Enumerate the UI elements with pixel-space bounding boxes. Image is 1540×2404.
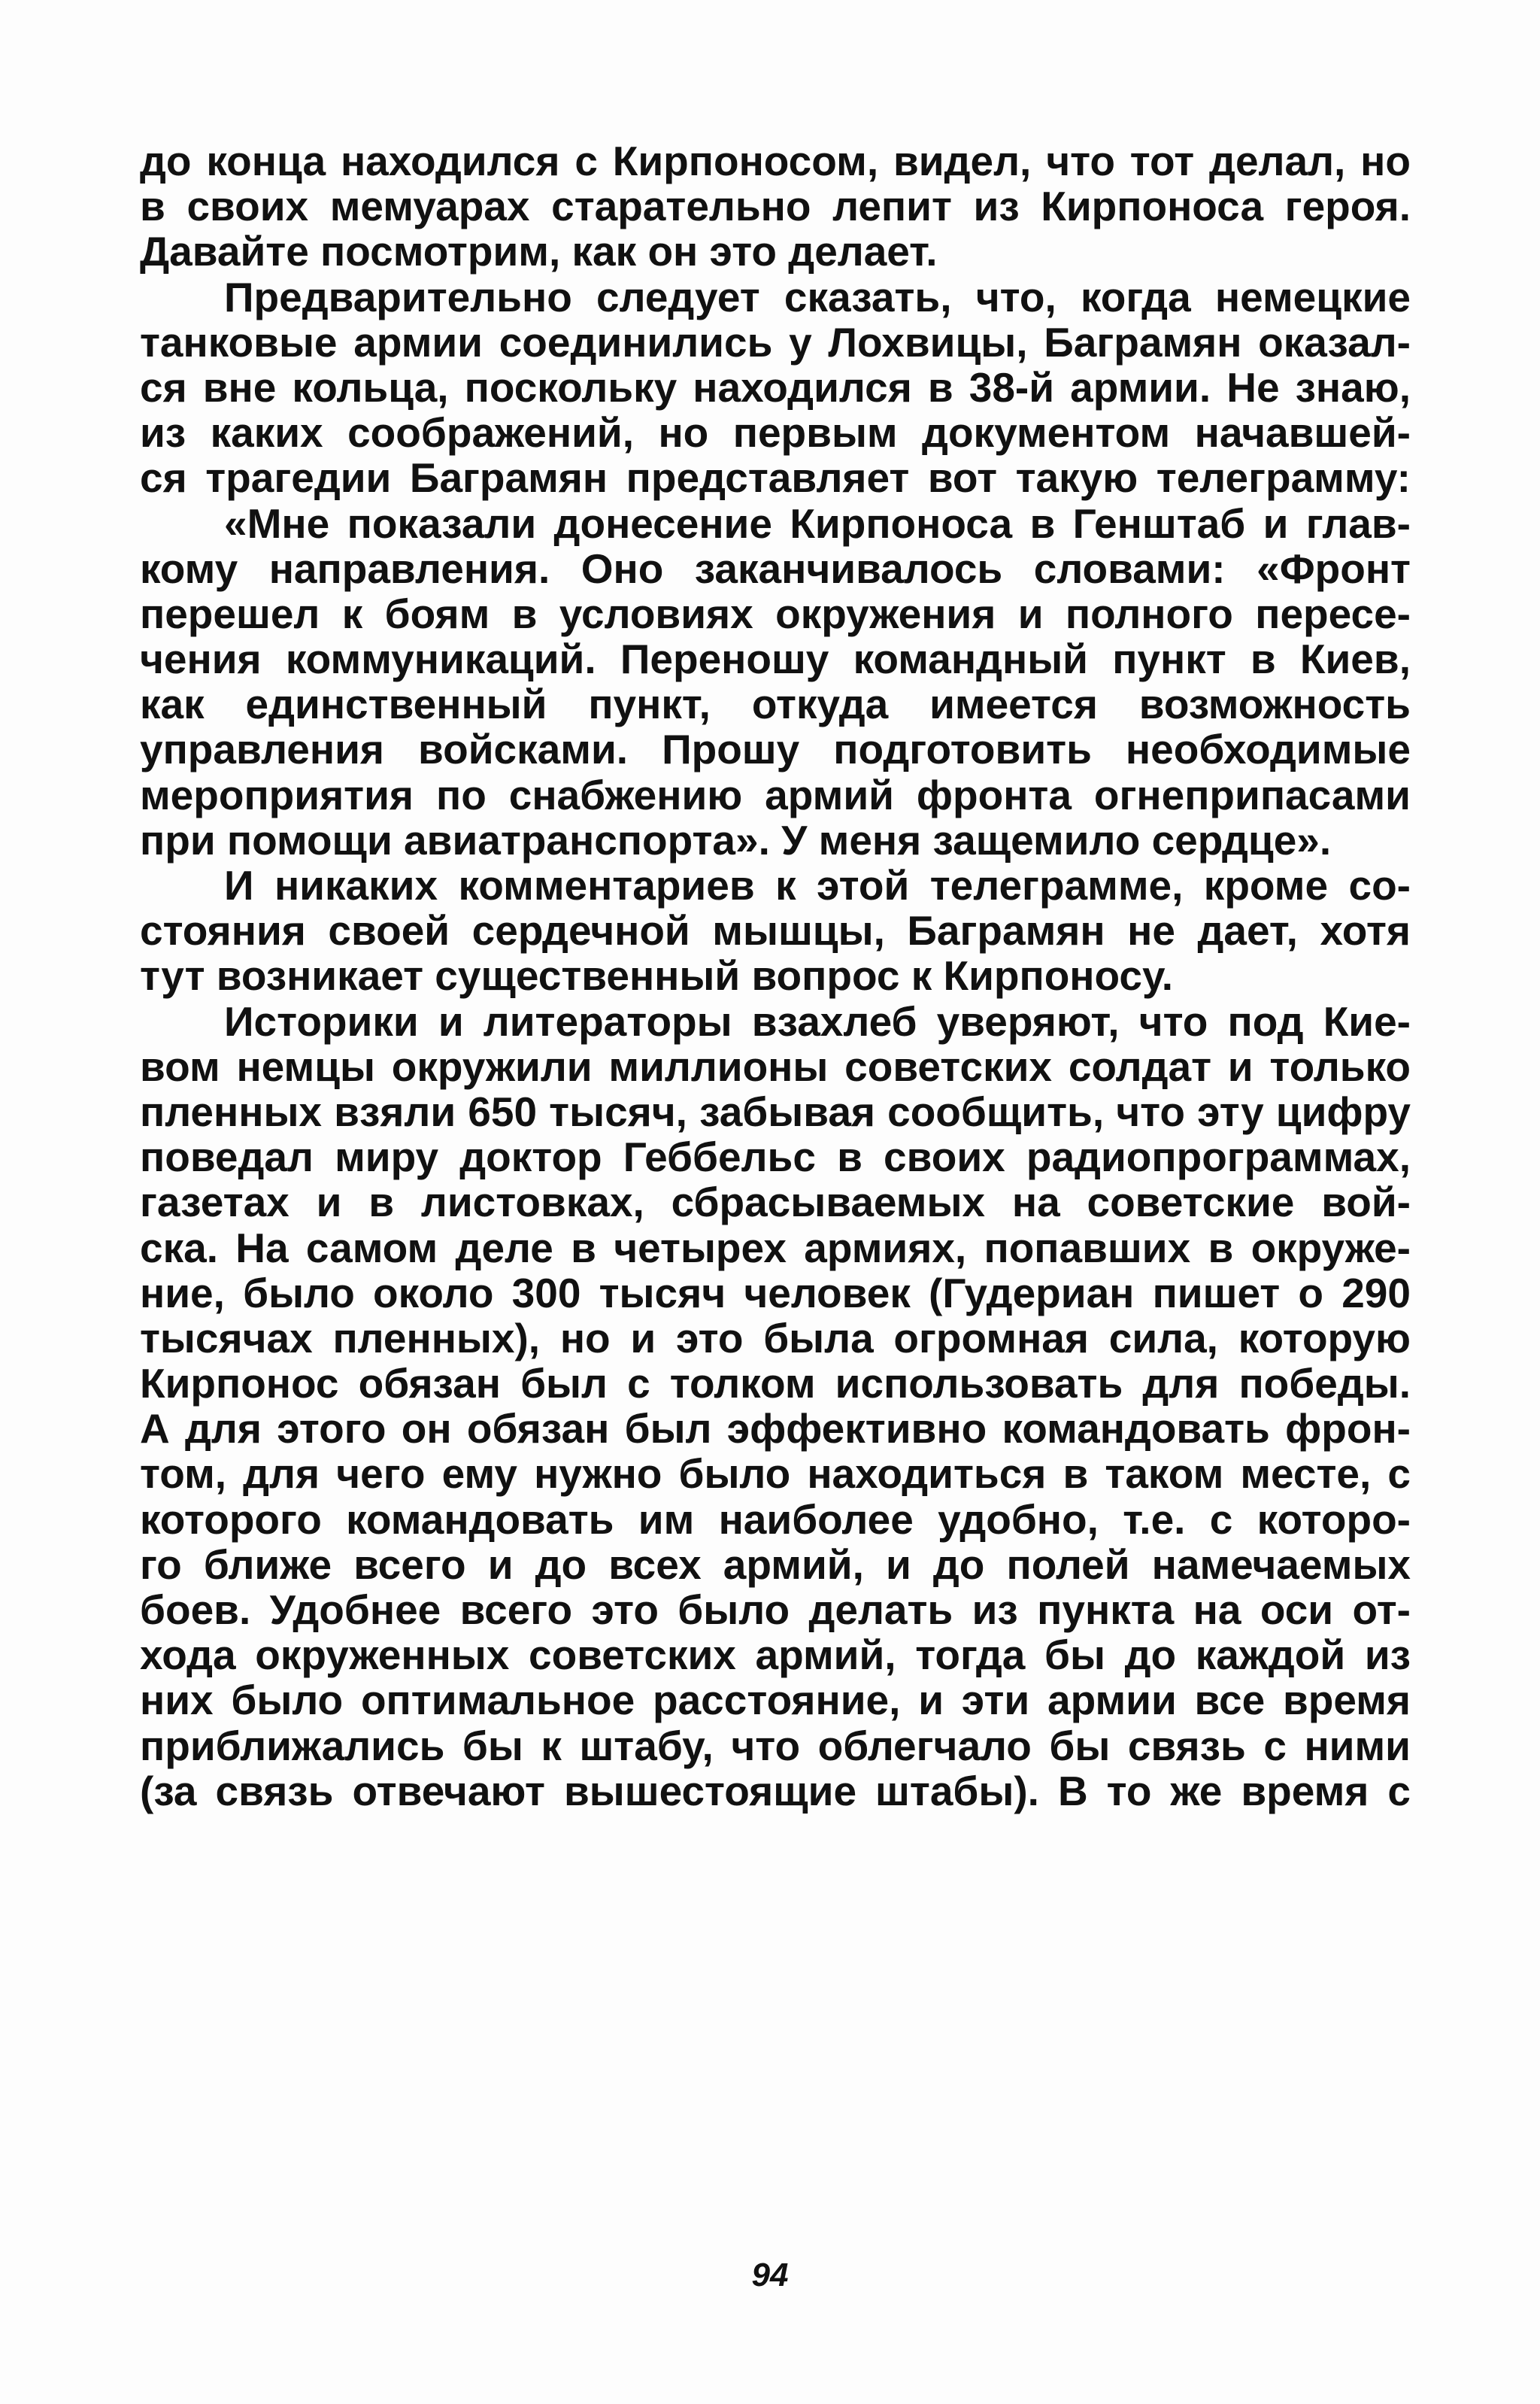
text-line: боев. Удобнее всего это было делать из пункта на оси от-	[140, 1586, 1411, 1633]
text-line: ся трагедии Баграмян представляет вот такую телеграмму:	[140, 454, 1411, 502]
text-line: них было оптимальное расстояние, и эти армии все время	[140, 1677, 1411, 1724]
text-line: тут возникает существенный вопрос к Кирпоносу.	[140, 952, 1174, 1000]
text-line: приближались бы к штабу, что облегчало бы связь с ними	[140, 1722, 1411, 1769]
text-line: в своих мемуарах старательно лепит из Кирпоноса героя.	[140, 183, 1411, 230]
text-line: ска. На самом деле в четырех армиях, попавших в окруже-	[140, 1224, 1411, 1271]
text-line: Кирпонос обязан был с толком использовать для победы.	[140, 1360, 1411, 1407]
text-line: танковые армии соединились у Лохвицы, Баграмян оказал-	[140, 318, 1411, 366]
text-line: до конца находился с Кирпоносом, видел, что тот делал, но	[140, 138, 1411, 184]
text-line: том, для чего ему нужно было находиться в таком месте, с	[140, 1450, 1411, 1498]
text-line: при помощи авиатранспорта». У меня защемило сердце».	[140, 816, 1332, 864]
text-line: И никаких комментариев к этой телеграмме, кроме со-	[224, 862, 1411, 909]
text-line: стояния своей сердечной мышцы, Баграмян не дает, хотя	[140, 907, 1411, 955]
text-line: Историки и литераторы взахлеб уверяют, что под Кие-	[224, 997, 1411, 1045]
text-line: вом немцы окружили миллионы советских солдат и только	[140, 1043, 1411, 1090]
text-line: мероприятия по снабжению армий фронта огнеприпасами	[140, 771, 1411, 818]
text-line: управления войсками. Прошу подготовить необходимые	[140, 726, 1411, 773]
body-text	[140, 138, 1411, 1814]
text-line: Давайте посмотрим, как он это делает.	[140, 228, 938, 275]
text-line: чения коммуникаций. Переношу командный пункт в Киев,	[140, 636, 1411, 683]
text-line: газетах и в листовках, сбрасываемых на советские вой-	[140, 1179, 1411, 1226]
text-line: которого командовать им наиболее удобно, т.е. с которо-	[140, 1495, 1411, 1543]
text-line: хода окруженных советских армий, тогда бы до каждой из	[140, 1632, 1411, 1679]
text-line: ся вне кольца, поскольку находился в 38-й армии. Не знаю,	[140, 363, 1411, 411]
text-line: тысячах пленных), но и это была огромная сила, которую	[140, 1314, 1411, 1361]
text-line: из каких соображений, но первым документом начавшей-	[140, 409, 1411, 457]
text-line: «Мне показали донесение Кирпоноса в Генштаб и глав-	[224, 499, 1411, 547]
text-line: пленных взяли 650 тысяч, забывая сообщить, что эту цифру	[140, 1088, 1411, 1135]
text-line: ние, было около 300 тысяч человек (Гудериан пишет о 290	[140, 1269, 1411, 1316]
text-line: поведал миру доктор Геббельс в своих радиопрограммах,	[140, 1134, 1411, 1181]
text-line: как единственный пункт, откуда имеется возможность	[140, 681, 1411, 728]
text-line: А для этого он обязан был эффективно командовать фрон-	[140, 1405, 1411, 1452]
text-line: (за связь отвечают вышестоящие штабы). В то же время с	[140, 1767, 1411, 1814]
text-line: кому направления. Оно заканчивалось словами: «Фронт	[140, 545, 1411, 592]
text-line: Предварительно следует сказать, что, когда немецкие	[224, 273, 1411, 320]
text-line: го ближе всего и до всех армий, и до полей намечаемых	[140, 1540, 1411, 1588]
text-line: перешел к боям в условиях окружения и полного пересе-	[140, 590, 1411, 637]
page-number: 94	[751, 2257, 789, 2293]
